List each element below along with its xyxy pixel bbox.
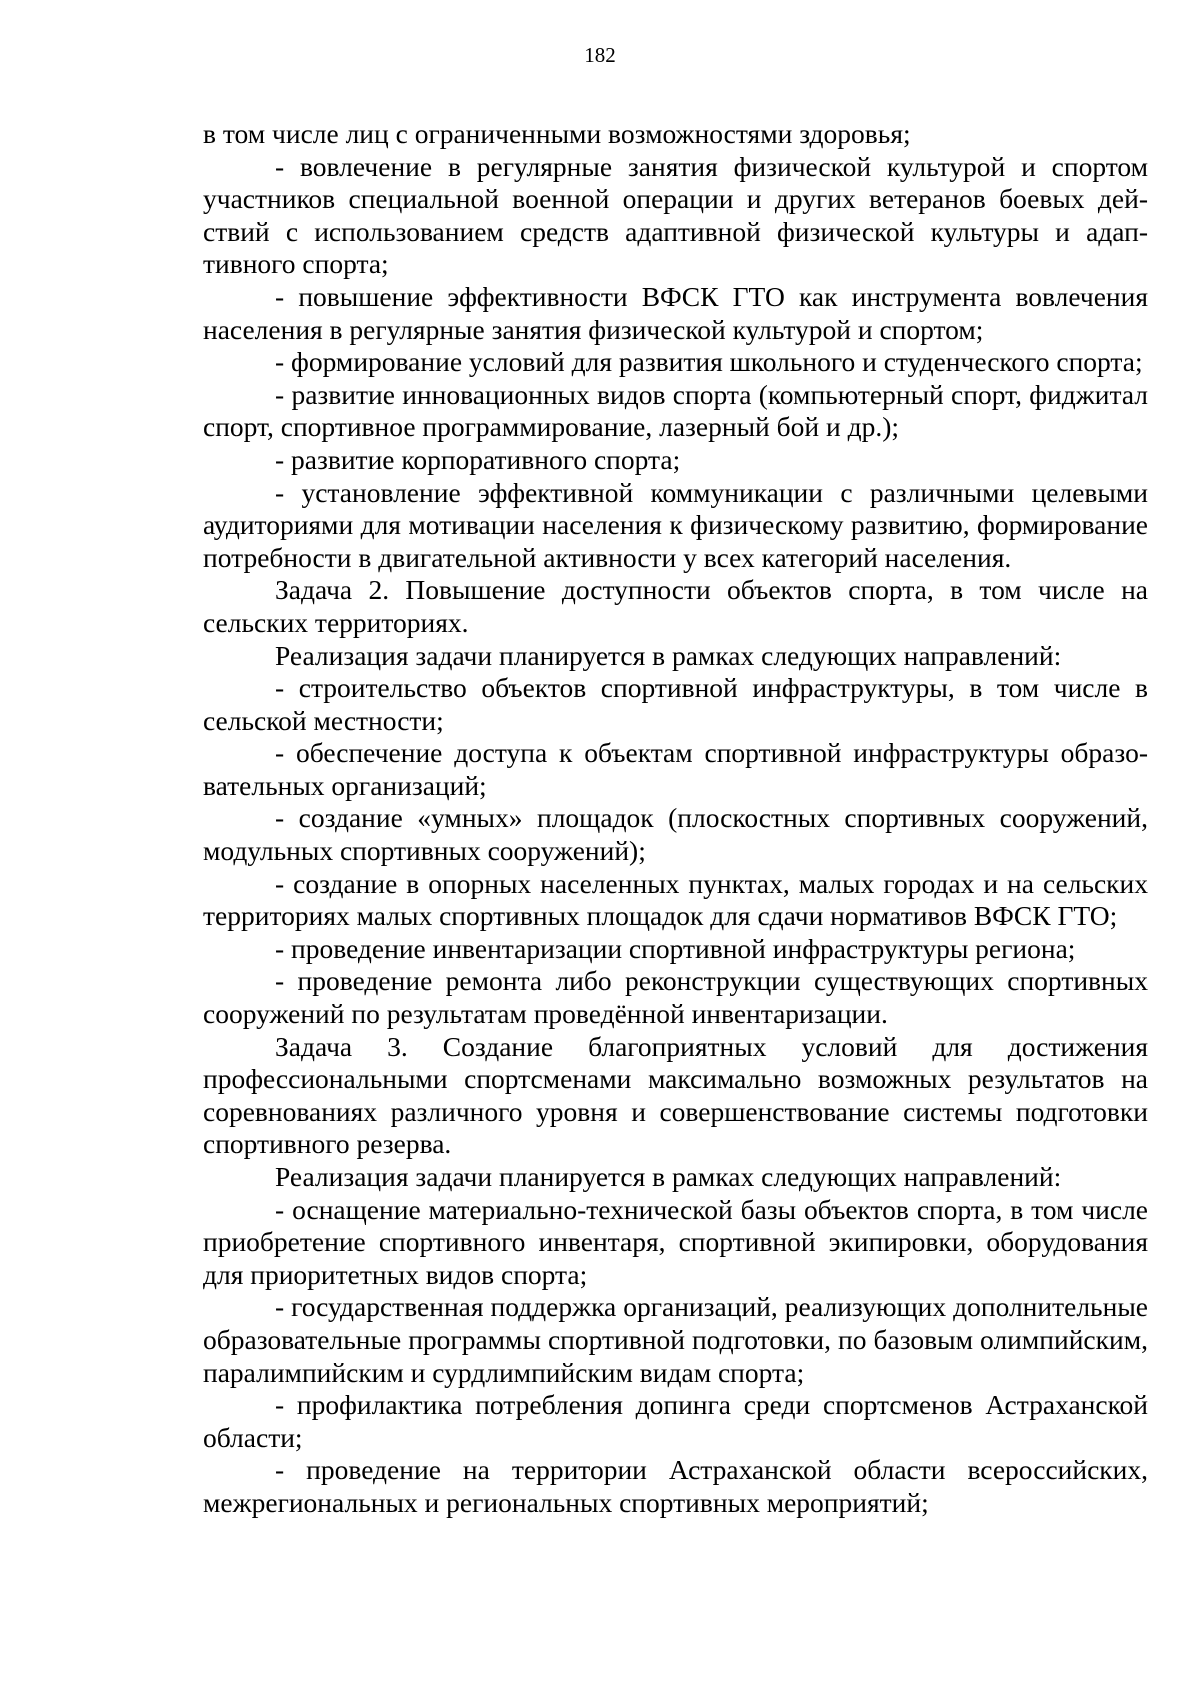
- list-item: - формирование условий для развития школьного и студенческого спорта;: [275, 346, 1143, 378]
- list-item: - установление эффективной коммуникации с различными целевыми аудиториями для мотивации населения к физическому развитию, формирование потребности в двигательной активности у всех категорий населения.: [203, 476, 1148, 573]
- list-item: - создание в опорных населенных пунктах, малых городах и на сельских территориях малых спортивных площадок для сдачи нормативов ВФСК ГТО;: [203, 867, 1148, 932]
- task-heading: Задача 3. Создание благоприятных условий для достижения профессиональными спортсменами максимально возможных результатов на соревнованиях различного уровня и совершенствование системы подготовки спортивного резерва.: [203, 1030, 1148, 1160]
- task-heading: Задача 2. Повышение доступности объектов спорта, в том числе на сельских территориях.: [203, 574, 1148, 638]
- list-item: - проведение на территории Астраханской области всероссийских, межрегиональных и региональных спортивных мероприятий;: [203, 1454, 1148, 1518]
- list-item: - повышение эффективности ВФСК ГТО как инструмента вовлечения населения в регулярные занятия физической культурой и спортом;: [203, 280, 1148, 345]
- paragraph-continuation: в том числе лиц с ограниченными возможностями здоровья;: [203, 118, 911, 149]
- list-item: - проведение ремонта либо реконструкции существующих спортивных сооружений по результатам проведённой инвентаризации.: [203, 965, 1148, 1030]
- list-item: - строительство объектов спортивной инфраструктуры, в том числе в сельской местности;: [203, 672, 1148, 736]
- list-item: - обеспечение доступа к объектам спортивной инфраструктуры образовательных организаций;: [203, 737, 1148, 801]
- document-body: [203, 118, 1148, 1520]
- list-item: - государственная поддержка организаций, реализующих дополнительные образовательные программы спортивной подготовки, по базовым олимпийским, паралимпийским и сурдлимпийским видам спорта;: [203, 1291, 1148, 1388]
- paragraph: Реализация задачи планируется в рамках следующих направлений:: [275, 1161, 1062, 1192]
- list-item: - проведение инвентаризации спортивной инфраструктуры региона;: [275, 932, 1076, 964]
- list-item: - вовлечение в регулярные занятия физической культурой и спортом участников специальной военной операции и других ветеранов боевых действий с использованием средств адаптивной физической культуры и адаптивного спорта;: [203, 150, 1148, 280]
- paragraph: Реализация задачи планируется в рамках следующих направлений:: [275, 639, 1062, 671]
- list-item: - создание «умных» площадок (плоскостных спортивных сооружений, модульных спортивных сооружений);: [203, 802, 1148, 867]
- list-item: - развитие корпоративного спорта;: [275, 443, 681, 475]
- list-item: - профилактика потребления допинга среди спортсменов Астраханской области;: [203, 1389, 1148, 1453]
- page-number: 182: [584, 43, 616, 67]
- list-item: - развитие инновационных видов спорта (компьютерный спорт, фиджитал спорт, спортивное программирование, лазерный бой и др.);: [203, 378, 1148, 443]
- list-item: - оснащение материально-технической базы объектов спорта, в том числе приобретение спортивного инвентаря, спортивной экипировки, оборудования для приоритетных видов спорта;: [203, 1193, 1148, 1290]
